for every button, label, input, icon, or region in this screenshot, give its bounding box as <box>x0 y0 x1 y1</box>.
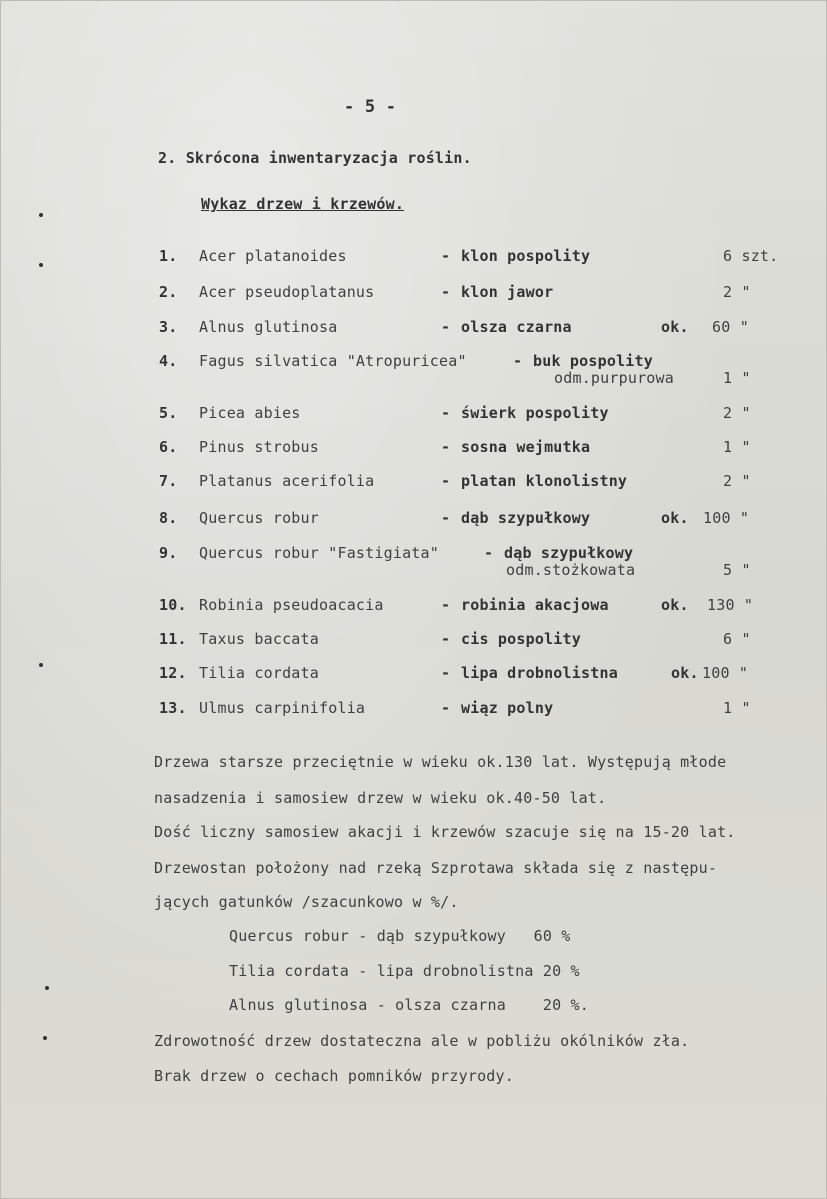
species-dash: - <box>441 404 451 422</box>
paragraph-line: nasadzenia i samosiew drzew w wieku ok.40-50 lat. <box>154 789 607 807</box>
species-latin-name: Tilia cordata <box>199 664 319 682</box>
composition-line: Alnus glutinosa - olsza czarna 20 %. <box>229 996 589 1014</box>
species-dash: - <box>441 630 451 648</box>
species-number: 5. <box>159 404 178 422</box>
species-dash: - <box>441 509 451 527</box>
species-number: 6. <box>159 438 178 456</box>
species-dash: - <box>441 664 451 682</box>
species-dash: - <box>441 438 451 456</box>
species-dash: - <box>441 247 451 265</box>
species-quantity: 2 " <box>723 472 751 490</box>
species-dash: - <box>441 472 451 490</box>
paragraph-line: Drzewostan położony nad rzeką Szprotawa składa się z następu- <box>154 859 718 877</box>
species-quantity: 1 " <box>723 369 751 387</box>
species-quantity: 100 " <box>702 664 749 682</box>
species-number: 12. <box>159 664 187 682</box>
section-heading: 2. Skrócona inwentaryzacja roślin. <box>158 149 472 167</box>
margin-mark <box>39 663 43 667</box>
species-latin-name: Platanus acerifolia <box>199 472 375 490</box>
species-number: 8. <box>159 509 178 527</box>
species-number: 9. <box>159 544 178 562</box>
margin-mark <box>45 986 49 990</box>
species-dash: - <box>513 352 523 370</box>
species-polish-name: lipa drobnolistna <box>461 664 618 682</box>
species-approx: ok. <box>661 318 689 336</box>
paragraph-line: Drzewa starsze przeciętnie w wieku ok.130 lat. Występują młode <box>154 753 727 771</box>
species-polish-name: klon jawor <box>461 283 554 301</box>
species-polish-name: świerk pospolity <box>461 404 609 422</box>
species-number: 13. <box>159 699 187 717</box>
closing-line: Brak drzew o cechach pomników przyrody. <box>154 1067 514 1085</box>
species-polish-name: wiąz polny <box>461 699 554 717</box>
species-latin-name: Pinus strobus <box>199 438 319 456</box>
species-latin-name: Picea abies <box>199 404 301 422</box>
species-polish-name: olsza czarna <box>461 318 572 336</box>
composition-line: Quercus robur - dąb szypułkowy 60 % <box>229 927 571 945</box>
species-quantity: 1 " <box>723 699 751 717</box>
species-dash: - <box>441 318 451 336</box>
species-number: 3. <box>159 318 178 336</box>
species-polish-name: sosna wejmutka <box>461 438 591 456</box>
species-number: 11. <box>159 630 187 648</box>
closing-line: Zdrowotność drzew dostateczna ale w pobliżu okólników zła. <box>154 1032 690 1050</box>
species-polish-name: platan klonolistny <box>461 472 628 490</box>
subheading: Wykaz drzew i krzewów. <box>201 195 405 213</box>
species-latin-name: Alnus glutinosa <box>199 318 338 336</box>
species-dash: - <box>441 699 451 717</box>
species-latin-name: Acer pseudoplatanus <box>199 283 375 301</box>
paragraph-line: Dość liczny samosiew akacji i krzewów szacuje się na 15-20 lat. <box>154 823 736 841</box>
species-variety: odm.purpurowa <box>554 369 674 387</box>
species-dash: - <box>484 544 494 562</box>
margin-mark <box>43 1036 47 1040</box>
species-dash: - <box>441 283 451 301</box>
species-latin-name: Quercus robur <box>199 509 319 527</box>
page-number: - 5 - <box>344 97 397 117</box>
species-quantity: 130 " <box>707 596 754 614</box>
species-approx: ok. <box>661 509 689 527</box>
species-number: 10. <box>159 596 187 614</box>
species-polish-name: cis pospolity <box>461 630 581 648</box>
species-polish-name: robinia akacjowa <box>461 596 609 614</box>
species-latin-name: Taxus baccata <box>199 630 319 648</box>
species-polish-name: buk pospolity <box>533 352 653 370</box>
species-quantity: 5 " <box>723 561 751 579</box>
species-latin-name: Ulmus carpinifolia <box>199 699 366 717</box>
species-approx: ok. <box>661 596 689 614</box>
species-number: 2. <box>159 283 178 301</box>
species-number: 7. <box>159 472 178 490</box>
paragraph-line: jących gatunków /szacunkowo w %/. <box>154 893 459 911</box>
species-quantity: 2 " <box>723 404 751 422</box>
species-polish-name: klon pospolity <box>461 247 591 265</box>
species-quantity: 6 " <box>723 630 751 648</box>
margin-mark <box>39 263 43 267</box>
species-quantity: 6 szt. <box>723 247 779 265</box>
species-polish-name: dąb szypułkowy <box>504 544 634 562</box>
species-latin-name: Acer platanoides <box>199 247 347 265</box>
margin-mark <box>39 213 43 217</box>
species-quantity: 100 " <box>703 509 750 527</box>
species-quantity: 1 " <box>723 438 751 456</box>
species-dash: - <box>441 596 451 614</box>
species-latin-name: Robinia pseudoacacia <box>199 596 384 614</box>
species-latin-name: Quercus robur "Fastigiata" <box>199 544 439 562</box>
species-quantity: 2 " <box>723 283 751 301</box>
species-latin-name: Fagus silvatica "Atropuricea" <box>199 352 467 370</box>
species-polish-name: dąb szypułkowy <box>461 509 591 527</box>
species-approx: ok. <box>671 664 699 682</box>
composition-line: Tilia cordata - lipa drobnolistna 20 % <box>229 962 580 980</box>
species-variety: odm.stożkowata <box>506 561 636 579</box>
species-number: 1. <box>159 247 178 265</box>
species-quantity: 60 " <box>712 318 749 336</box>
species-number: 4. <box>159 352 178 370</box>
